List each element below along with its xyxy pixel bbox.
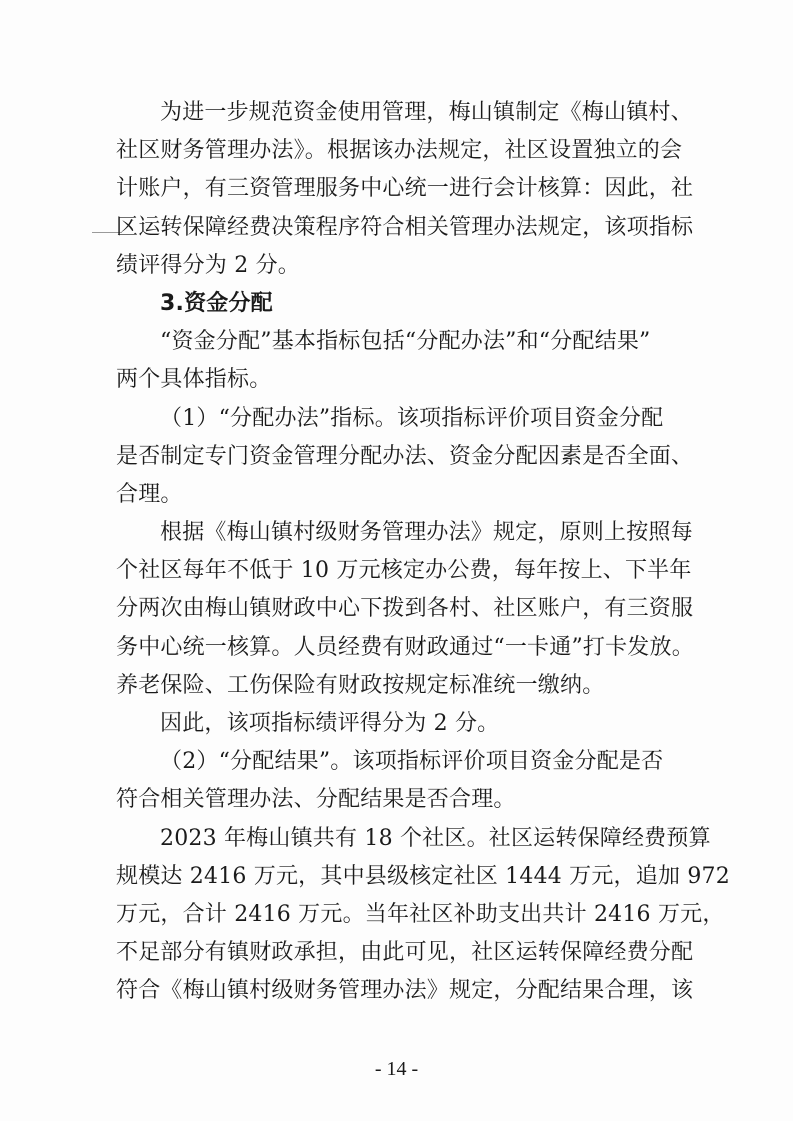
paragraph-line: 社区财务管理办法》。根据该办法规定，社区设置独立的会 bbox=[116, 138, 683, 164]
paragraph-line: 养老保险、工伤保险有财政按规定标准统一缴纳。 bbox=[116, 672, 605, 698]
section-heading: 3.资金分配 bbox=[160, 290, 273, 316]
paragraph-line: 计账户，有三资管理服务中心统一进行会计核算：因此，社 bbox=[116, 176, 694, 202]
paragraph-line: 个社区每年不低于 10 万元核定办公费，每年按上、下半年 bbox=[116, 558, 692, 584]
paragraph-line: 规模达 2416 万元，其中县级核定社区 1444 万元，追加 972 bbox=[116, 863, 730, 889]
paragraph-line: 符合《梅山镇村级财务管理办法》规定，分配结果合理，该 bbox=[116, 978, 694, 1004]
paragraph-line: 2023 年梅山镇共有 18 个社区。社区运转保障经费预算 bbox=[160, 825, 711, 851]
paragraph-line: 绩评得分为 2 分。 bbox=[116, 252, 300, 278]
paragraph-line: （1）“分配办法”指标。该项指标评价项目资金分配 bbox=[160, 405, 664, 431]
paragraph-line: （2）“分配结果”。该项指标评价项目资金分配是否 bbox=[160, 749, 664, 775]
paragraph-line: 符合相关管理办法、分配结果是否合理。 bbox=[116, 787, 516, 813]
paragraph-line: 两个具体指标。 bbox=[116, 367, 272, 393]
paragraph-line: 区运转保障经费决策程序符合相关管理办法规定，该项指标 bbox=[116, 214, 694, 240]
paragraph-line: 万元，合计 2416 万元。当年社区补助支出共计 2416 万元， bbox=[116, 901, 725, 927]
paragraph-line: 因此，该项指标绩评得分为 2 分。 bbox=[160, 711, 500, 736]
paragraph-line: 为进一步规范资金使用管理，梅山镇制定《梅山镇村、 bbox=[160, 100, 693, 125]
paragraph-line: 合理。 bbox=[116, 481, 183, 507]
page-number: - 14 - bbox=[374, 1058, 419, 1080]
paragraph-line: 不足部分有镇财政承担，由此可见，社区运转保障经费分配 bbox=[116, 940, 694, 966]
paragraph-line: “资金分配”基本指标包括“分配办法”和“分配结果” bbox=[160, 329, 651, 355]
paragraph-line: 根据《梅山镇村级财务管理办法》规定，原则上按照每 bbox=[160, 520, 693, 546]
paragraph-line: 是否制定专门资金管理分配办法、资金分配因素是否全面、 bbox=[116, 443, 694, 469]
paragraph-line: 务中心统一核算。人员经费有财政通过“一卡通”打卡发放。 bbox=[116, 634, 694, 660]
paragraph-line: 分两次由梅山镇财政中心下拨到各村、社区账户，有三资服 bbox=[116, 596, 694, 622]
body-text bbox=[116, 94, 730, 1011]
